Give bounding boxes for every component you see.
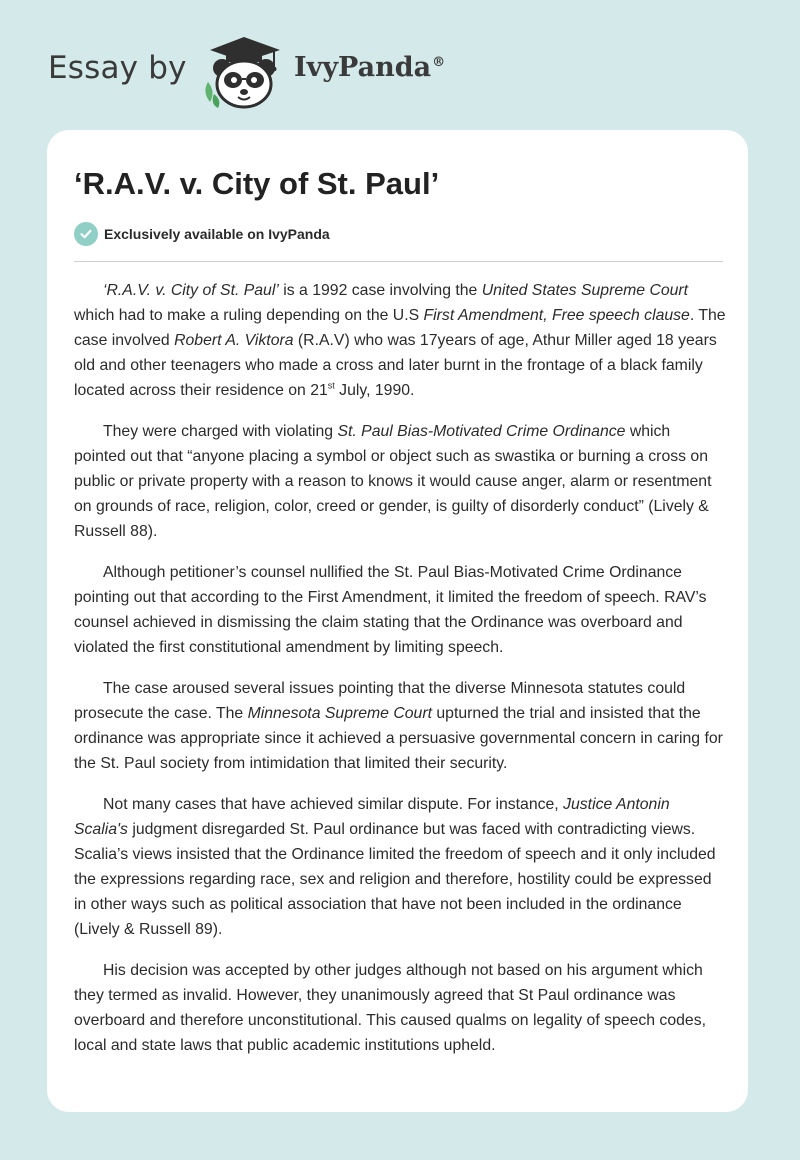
essay-paragraph (74, 792, 726, 942)
emphasis-text: Justice Antonin Scalia's (74, 796, 670, 838)
paragraph-text: Although petitioner’s counsel nullified the St. Paul Bias-Motivated Crime Ordinance pointing out that according to the First Amendment, it limited the freedom of speech. RAV’s counsel achieved in dismissing the claim stating that the Ordinance was overboard and violated the first constitutional amendment by limiting speech. (74, 564, 707, 656)
paragraph-text: . The case involved (74, 307, 726, 349)
brand-prefix: Essay by (48, 50, 187, 86)
registered-mark: ® (432, 55, 446, 70)
emphasis-text: First Amendment, Free speech clause (423, 307, 690, 324)
essay-paragraph (74, 560, 726, 660)
essay-card (47, 130, 748, 1112)
paragraph-text: July, 1990. (334, 382, 415, 399)
essay-paragraph (74, 958, 726, 1058)
paragraph-text: which pointed out that “anyone placing a symbol or object such as swastika or burning a cross on public or private property with a reason to knows it would cause anger, alarm or resentment on grounds of race, religion, color, creed or gender, is guilty of disorderly conduct” (Lively & Russell 88). (74, 423, 712, 540)
emphasis-text: United States Supreme Court (481, 282, 689, 299)
emphasis-text: Robert A. Viktora (174, 332, 294, 349)
exclusive-badge (74, 221, 330, 247)
page-title: ‘R.A.V. v. City of St. Paul’ (74, 166, 440, 201)
paragraph-text: They were charged with violating (103, 423, 338, 440)
paragraph-text: The case aroused several issues pointing that the diverse Minnesota statutes could prosecute the case. The (74, 680, 686, 722)
emphasis-text: ‘R.A.V. v. City of St. Paul’ (103, 282, 279, 299)
brand-name[interactable]: IvyPanda® (294, 52, 446, 83)
badge-text: Exclusively available on IvyPanda (104, 226, 330, 242)
essay-paragraph (74, 278, 726, 403)
paragraph-text: (R.A.V) who was 17years of age, Athur Miller aged 18 years old and other teenagers who made a cross and later burnt in the frontage of a black family located across their residence on 21 (74, 332, 717, 399)
paragraph-text: is a 1992 case involving the (278, 282, 482, 299)
panda-graduate-icon[interactable] (200, 34, 288, 110)
paragraph-text: which had to make a ruling depending on the U.S (74, 307, 424, 324)
essay-paragraph (74, 676, 726, 776)
check-icon (74, 222, 98, 246)
paragraph-text: Not many cases that have achieved similar dispute. For instance, (103, 796, 564, 813)
paragraph-text: His decision was accepted by other judges although not based on his argument which they termed as invalid. However, they unanimously agreed that St Paul ordinance was overboard and therefore unconstitutional. This caused qualms on legality of speech codes, local and state laws that public academic institutions upheld. (74, 962, 706, 1054)
essay-body (74, 278, 726, 1074)
essay-paragraph (74, 419, 726, 544)
paragraph-text: upturned the trial and insisted that the ordinance was appropriate since it achieved a persuasive governmental concern in caring for the St. Paul society from intimidation that limited their security. (74, 705, 723, 772)
emphasis-text: St. Paul Bias-Motivated Crime Ordinance (337, 423, 626, 440)
superscript-text: st (327, 380, 335, 391)
divider (74, 261, 723, 262)
site-header (48, 30, 508, 110)
paragraph-text: judgment disregarded St. Paul ordinance but was faced with contradicting views. Scalia’s views insisted that the Ordinance limited the freedom of speech and it only included the expressions regarding race, sex and religion and therefore, hostility could be expressed in other ways such as political association that have not been included in the ordinance (Lively & Russell 89). (74, 821, 716, 938)
emphasis-text: Minnesota Supreme Court (247, 705, 432, 722)
